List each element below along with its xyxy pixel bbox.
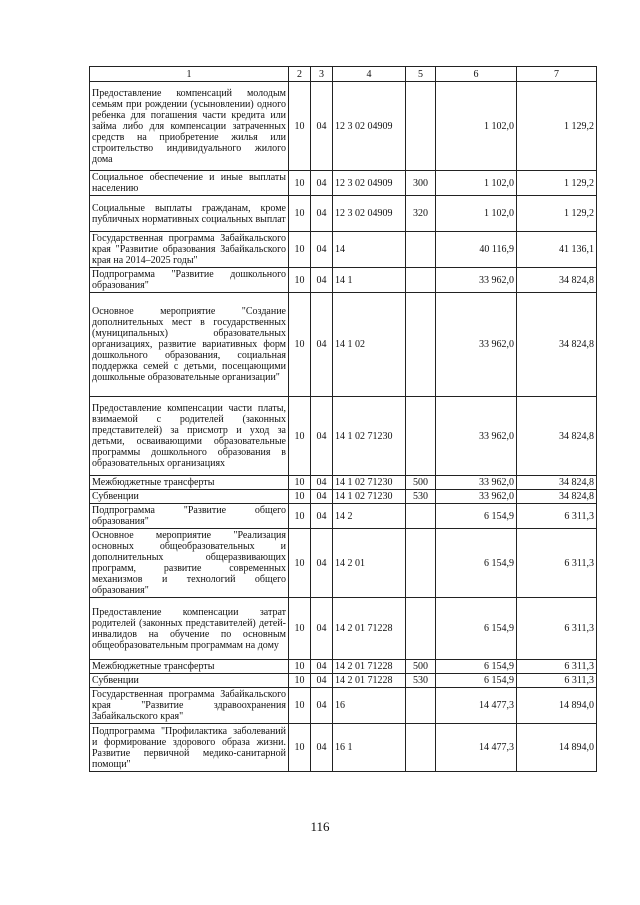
page-number: 116: [310, 819, 330, 834]
row-name-cell: Основное мероприятие "Реализация основных общеобразовательных и дополнительных общеразвивающих программ, развитие современных механизмов и технологий общего образования": [90, 529, 289, 598]
header-cell: 5: [406, 67, 436, 82]
expense-type-cell: [406, 688, 436, 724]
section-code-cell: 10: [289, 529, 311, 598]
amount-year2-cell: 6 311,3: [517, 504, 597, 529]
amount-year2-cell: 1 129,2: [517, 196, 597, 232]
header-cell: 2: [289, 67, 311, 82]
subsection-code-cell: 04: [311, 82, 333, 171]
amount-year1-cell: 6 154,9: [436, 674, 517, 688]
table-row: [90, 171, 597, 196]
amount-year2-cell: 34 824,8: [517, 490, 597, 504]
table-row: [90, 674, 597, 688]
target-article-cell: 14 2 01 71228: [333, 674, 406, 688]
budget-table: [89, 66, 597, 772]
subsection-code-cell: 04: [311, 529, 333, 598]
amount-year2-cell: 34 824,8: [517, 293, 597, 397]
amount-year1-cell: 6 154,9: [436, 660, 517, 674]
row-name-cell: Основное мероприятие "Создание дополнительных мест в государственных (муниципальных) образовательных организациях, развитие вариативных форм дошкольного образования, социальная поддержка семей с детьми, посещающими дошкольные образовательные организации": [90, 293, 289, 397]
amount-year1-cell: 1 102,0: [436, 171, 517, 196]
amount-year2-cell: 1 129,2: [517, 82, 597, 171]
amount-year1-cell: 14 477,3: [436, 688, 517, 724]
row-name-cell: Подпрограмма "Развитие дошкольного образования": [90, 268, 289, 293]
table-row: [90, 82, 597, 171]
header-cell: 3: [311, 67, 333, 82]
expense-type-cell: 530: [406, 674, 436, 688]
expense-type-cell: 500: [406, 660, 436, 674]
expense-type-cell: 530: [406, 490, 436, 504]
section-code-cell: 10: [289, 724, 311, 772]
expense-type-cell: [406, 724, 436, 772]
amount-year2-cell: 34 824,8: [517, 397, 597, 476]
section-code-cell: 10: [289, 660, 311, 674]
row-name-cell: Предоставление компенсации части платы, взимаемой с родителей (законных представителей) за присмотр и уход за детьми, осваивающими образовательные программы дошкольного образования в образовательных организациях: [90, 397, 289, 476]
amount-year1-cell: 1 102,0: [436, 196, 517, 232]
expense-type-cell: [406, 529, 436, 598]
section-code-cell: 10: [289, 397, 311, 476]
header-cell: 6: [436, 67, 517, 82]
header-cell: 4: [333, 67, 406, 82]
section-code-cell: 10: [289, 232, 311, 268]
target-article-cell: 14 1 02 71230: [333, 397, 406, 476]
expense-type-cell: [406, 293, 436, 397]
amount-year1-cell: 33 962,0: [436, 268, 517, 293]
row-name-cell: Подпрограмма "Профилактика заболеваний и формирование здорового образа жизни. Развитие первичной медико-санитарной помощи": [90, 724, 289, 772]
expense-type-cell: [406, 598, 436, 660]
subsection-code-cell: 04: [311, 674, 333, 688]
amount-year2-cell: 41 136,1: [517, 232, 597, 268]
expense-type-cell: [406, 397, 436, 476]
target-article-cell: 14 2 01 71228: [333, 598, 406, 660]
amount-year1-cell: 33 962,0: [436, 293, 517, 397]
row-name-cell: Государственная программа Забайкальского края "Развитие здравоохранения Забайкальского края": [90, 688, 289, 724]
subsection-code-cell: 04: [311, 397, 333, 476]
amount-year2-cell: 34 824,8: [517, 476, 597, 490]
amount-year2-cell: 6 311,3: [517, 660, 597, 674]
subsection-code-cell: 04: [311, 268, 333, 293]
amount-year2-cell: 1 129,2: [517, 171, 597, 196]
expense-type-cell: [406, 504, 436, 529]
amount-year1-cell: 14 477,3: [436, 724, 517, 772]
expense-type-cell: 500: [406, 476, 436, 490]
section-code-cell: 10: [289, 504, 311, 529]
amount-year1-cell: 6 154,9: [436, 529, 517, 598]
table-row: [90, 529, 597, 598]
target-article-cell: 14 1: [333, 268, 406, 293]
section-code-cell: 10: [289, 171, 311, 196]
amount-year2-cell: 14 894,0: [517, 724, 597, 772]
row-name-cell: Государственная программа Забайкальского края "Развитие образования Забайкальского края на 2014–2025 годы": [90, 232, 289, 268]
amount-year2-cell: 14 894,0: [517, 688, 597, 724]
target-article-cell: 12 3 02 04909: [333, 82, 406, 171]
table-row: [90, 660, 597, 674]
amount-year1-cell: 33 962,0: [436, 397, 517, 476]
target-article-cell: 14: [333, 232, 406, 268]
expense-type-cell: [406, 268, 436, 293]
target-article-cell: 14 2: [333, 504, 406, 529]
row-name-cell: Субвенции: [90, 674, 289, 688]
row-name-cell: Субвенции: [90, 490, 289, 504]
amount-year2-cell: 6 311,3: [517, 529, 597, 598]
amount-year2-cell: 6 311,3: [517, 598, 597, 660]
table-row: [90, 598, 597, 660]
expense-type-cell: 300: [406, 171, 436, 196]
target-article-cell: 12 3 02 04909: [333, 196, 406, 232]
table-row: [90, 293, 597, 397]
row-name-cell: Социальное обеспечение и иные выплаты населению: [90, 171, 289, 196]
table-row: [90, 397, 597, 476]
target-article-cell: 14 1 02: [333, 293, 406, 397]
amount-year2-cell: 34 824,8: [517, 268, 597, 293]
target-article-cell: 14 1 02 71230: [333, 476, 406, 490]
target-article-cell: 14 1 02 71230: [333, 490, 406, 504]
section-code-cell: 10: [289, 268, 311, 293]
row-name-cell: Межбюджетные трансферты: [90, 476, 289, 490]
header-row: [90, 67, 597, 82]
table-row: [90, 724, 597, 772]
row-name-cell: Межбюджетные трансферты: [90, 660, 289, 674]
expense-type-cell: [406, 232, 436, 268]
table-row: [90, 490, 597, 504]
section-code-cell: 10: [289, 196, 311, 232]
amount-year1-cell: 6 154,9: [436, 504, 517, 529]
table-row: [90, 688, 597, 724]
target-article-cell: 16 1: [333, 724, 406, 772]
table-row: [90, 504, 597, 529]
amount-year1-cell: 33 962,0: [436, 476, 517, 490]
table-row: [90, 476, 597, 490]
subsection-code-cell: 04: [311, 688, 333, 724]
subsection-code-cell: 04: [311, 476, 333, 490]
target-article-cell: 14 2 01 71228: [333, 660, 406, 674]
subsection-code-cell: 04: [311, 490, 333, 504]
section-code-cell: 10: [289, 476, 311, 490]
table-body: [90, 82, 597, 772]
subsection-code-cell: 04: [311, 196, 333, 232]
table-row: [90, 196, 597, 232]
table-row: [90, 268, 597, 293]
expense-type-cell: [406, 82, 436, 171]
amount-year1-cell: 33 962,0: [436, 490, 517, 504]
expense-type-cell: 320: [406, 196, 436, 232]
subsection-code-cell: 04: [311, 660, 333, 674]
amount-year1-cell: 40 116,9: [436, 232, 517, 268]
row-name-cell: Предоставление компенсации затрат родителей (законных представителей) детей-инвалидов на обучение по основным общеобразовательным программам на дому: [90, 598, 289, 660]
row-name-cell: Подпрограмма "Развитие общего образования": [90, 504, 289, 529]
section-code-cell: 10: [289, 598, 311, 660]
section-code-cell: 10: [289, 490, 311, 504]
amount-year1-cell: 1 102,0: [436, 82, 517, 171]
target-article-cell: 12 3 02 04909: [333, 171, 406, 196]
table-row: [90, 232, 597, 268]
target-article-cell: 16: [333, 688, 406, 724]
target-article-cell: 14 2 01: [333, 529, 406, 598]
subsection-code-cell: 04: [311, 171, 333, 196]
subsection-code-cell: 04: [311, 504, 333, 529]
amount-year1-cell: 6 154,9: [436, 598, 517, 660]
amount-year2-cell: 6 311,3: [517, 674, 597, 688]
row-name-cell: Социальные выплаты гражданам, кроме публичных нормативных социальных выплат: [90, 196, 289, 232]
section-code-cell: 10: [289, 674, 311, 688]
subsection-code-cell: 04: [311, 232, 333, 268]
header-cell: 7: [517, 67, 597, 82]
subsection-code-cell: 04: [311, 598, 333, 660]
section-code-cell: 10: [289, 688, 311, 724]
section-code-cell: 10: [289, 82, 311, 171]
subsection-code-cell: 04: [311, 293, 333, 397]
section-code-cell: 10: [289, 293, 311, 397]
row-name-cell: Предоставление компенсаций молодым семьям при рождении (усыновлении) одного ребенка для погашения части кредита или займа либо для компенсации затраченных средств на приобретение жилья или строительство индивидуального жилого дома: [90, 82, 289, 171]
header-cell: 1: [90, 67, 289, 82]
subsection-code-cell: 04: [311, 724, 333, 772]
